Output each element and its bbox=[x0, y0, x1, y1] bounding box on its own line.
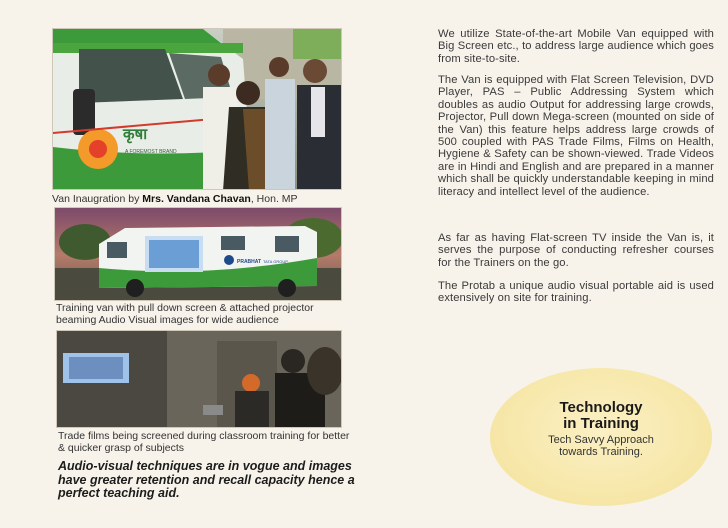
training-van-caption: Training van with pull down screen & attached projector beaming Audio Visual images for wide audience bbox=[56, 302, 314, 326]
van-logo-text: कृषा bbox=[123, 125, 148, 143]
training-van-scene bbox=[55, 208, 342, 301]
badge-subtitle bbox=[490, 434, 712, 458]
badge-title-line2: in Training bbox=[563, 415, 639, 432]
badge-title bbox=[490, 400, 712, 432]
paragraph-3: As far as having Flat-screen TV inside the Van is, it serves the purpose of conducting refresher courses for the Trainers on the go. bbox=[438, 232, 714, 269]
inauguration-caption bbox=[52, 193, 352, 205]
tagline: Audio-visual techniques are in vogue and images have greater retention and recall capacity hence a perfect teaching aid. bbox=[58, 459, 355, 500]
badge-title-line1: Technology bbox=[559, 399, 643, 416]
van-brand2: TATA GROUP bbox=[263, 259, 288, 264]
inauguration-caption-prefix: Van Inaugration by bbox=[52, 193, 143, 205]
paragraph-4: The Protab a unique audio visual portable aid is used extensively on site for training. bbox=[438, 280, 714, 305]
classroom-scene bbox=[57, 331, 342, 428]
classroom-photo bbox=[56, 330, 342, 428]
inauguration-caption-suffix: , Hon. MP bbox=[250, 193, 298, 205]
badge-subtitle-line2: towards Training. bbox=[559, 446, 643, 458]
classroom-caption: Trade films being screened during classroom training for better & quicker grasp of subjects bbox=[58, 430, 350, 454]
badge-subtitle-line1: Tech Savvy Approach bbox=[548, 434, 654, 446]
inauguration-photo bbox=[52, 28, 342, 190]
inauguration-scene bbox=[53, 29, 342, 190]
inauguration-caption-name: Mrs. Vandana Chavan bbox=[142, 193, 251, 205]
van-logo-sub: A FOREMOST BRAND bbox=[125, 149, 177, 155]
van-brand: PRABHAT bbox=[237, 259, 262, 265]
training-van-photo bbox=[54, 207, 342, 301]
paragraph-2: The Van is equipped with Flat Screen Television, DVD Player, PAS – Public Addressing System which doubles as audio Output for addressing large crowds, Projector, Pull down Mega-screen (mounted on side of the Van) this feature helps address large crowds of 500 coupled with PAS Trade Films, Films on Health, Hygiene & Safety can be shown-viewed. Trade Videos are in Hindi and English and are prepared in a manner which shall be quickly understandable keeping in mind literacy and intellect level of the audience. bbox=[438, 74, 714, 198]
paragraph-1: We utilize State-of-the-art Mobile Van equipped with Big Screen etc., to address large audience which goes from site-to-site. bbox=[438, 28, 714, 65]
technology-badge bbox=[490, 368, 712, 506]
